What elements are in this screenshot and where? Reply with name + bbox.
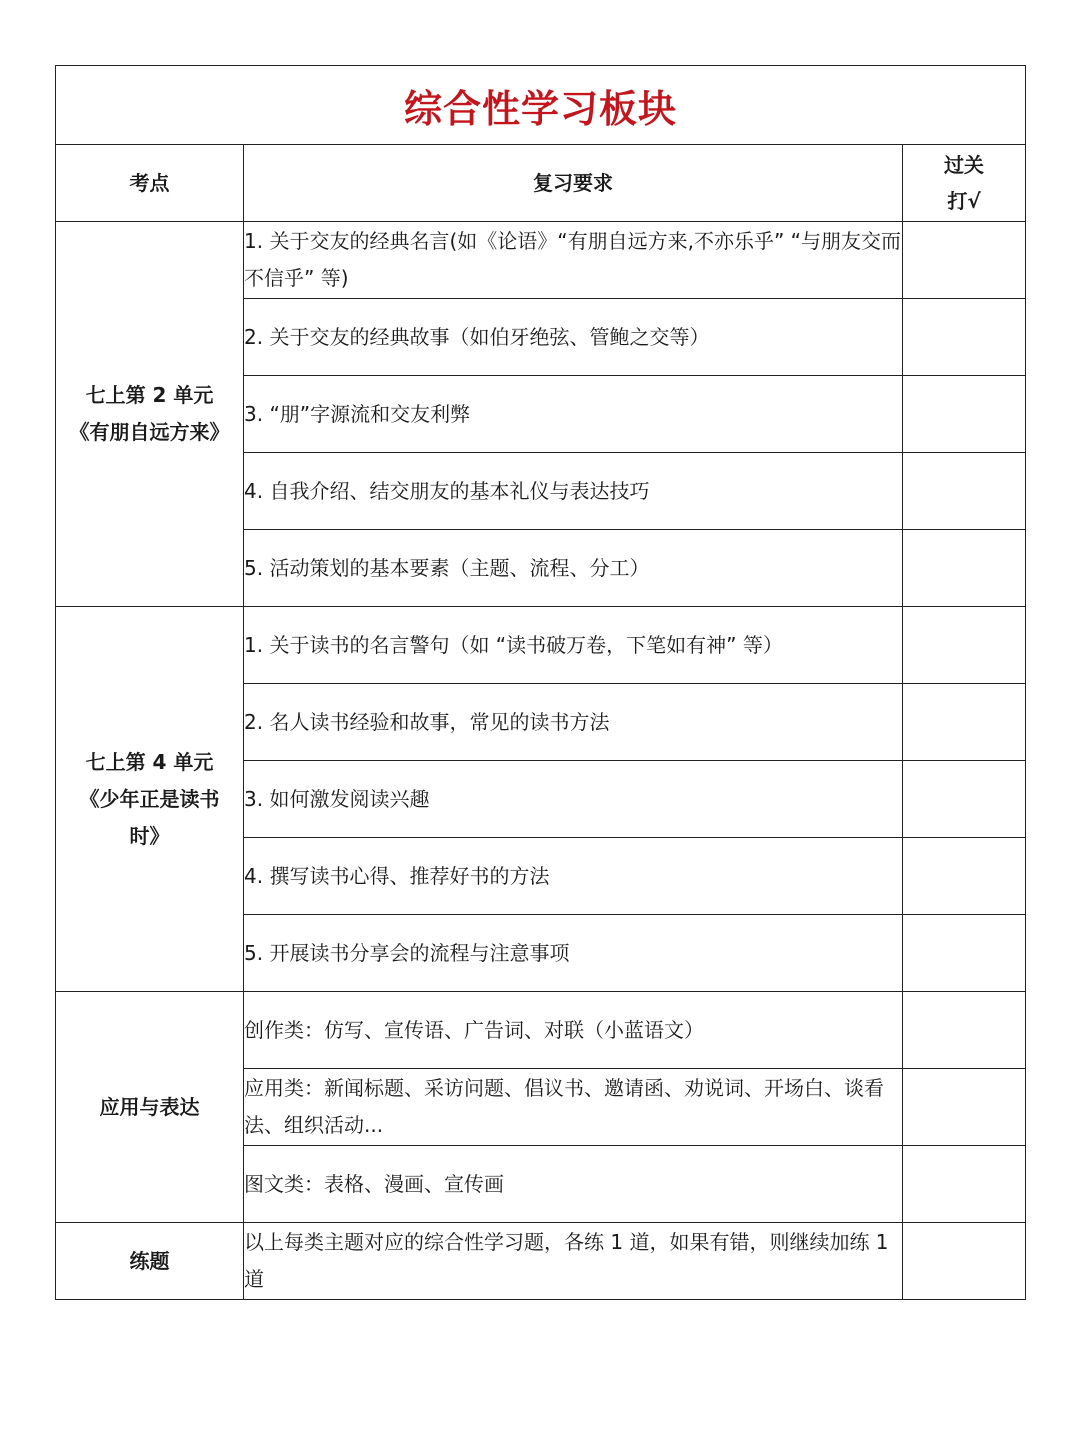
check-box-cell[interactable] — [903, 299, 1026, 376]
check-box-cell[interactable] — [903, 992, 1026, 1069]
topic-line: 《少年正是读书 — [79, 786, 220, 811]
review-table — [55, 65, 1026, 1300]
requirement-item: 以上每类主题对应的综合性学习题，各练 1 道，如果有错，则继续加练 1 道 — [244, 1223, 903, 1300]
topic-unit-2 — [56, 222, 244, 607]
requirement-item: 图文类：表格、漫画、宣传画 — [244, 1146, 903, 1223]
check-box-cell[interactable] — [903, 530, 1026, 607]
requirement-item: 3. “朋”字源流和交友利弊 — [244, 376, 903, 453]
header-topic: 考点 — [56, 145, 244, 222]
requirement-item: 1. 关于交友的经典名言(如《论语》“有朋自远方来,不亦乐乎” “与朋友交而不信乎” 等) — [244, 222, 903, 299]
topic-application — [56, 992, 244, 1223]
requirement-item: 5. 开展读书分享会的流程与注意事项 — [244, 915, 903, 992]
check-box-cell[interactable] — [903, 607, 1026, 684]
requirement-item: 4. 撰写读书心得、推荐好书的方法 — [244, 838, 903, 915]
check-box-cell[interactable] — [903, 761, 1026, 838]
check-box-cell[interactable] — [903, 222, 1026, 299]
topic-practice — [56, 1223, 244, 1300]
header-requirement: 复习要求 — [244, 145, 903, 222]
requirement-item: 1. 关于读书的名言警句（如 “读书破万卷，下笔如有神” 等） — [244, 607, 903, 684]
topic-line: 练题 — [129, 1248, 170, 1273]
requirement-item: 3. 如何激发阅读兴趣 — [244, 761, 903, 838]
check-box-cell[interactable] — [903, 684, 1026, 761]
topic-line: 《有朋自远方来》 — [69, 420, 230, 444]
check-box-cell[interactable] — [903, 376, 1026, 453]
requirement-item: 2. 名人读书经验和故事，常见的读书方法 — [244, 684, 903, 761]
check-box-cell[interactable] — [903, 453, 1026, 530]
check-box-cell[interactable] — [903, 838, 1026, 915]
requirement-item: 创作类：仿写、宣传语、广告词、对联（小蓝语文） — [244, 992, 903, 1069]
requirement-item: 应用类：新闻标题、采访问题、倡议书、邀请函、劝说词、开场白、谈看法、组织活动... — [244, 1069, 903, 1146]
header-check — [903, 145, 1026, 222]
requirement-item: 4. 自我介绍、结交朋友的基本礼仪与表达技巧 — [244, 453, 903, 530]
check-box-cell[interactable] — [903, 1146, 1026, 1223]
topic-line: 七上第 4 单元 — [85, 749, 214, 774]
header-check-line1: 过关 — [944, 153, 985, 177]
title-cell — [56, 66, 1026, 145]
topic-unit-4 — [56, 607, 244, 992]
topic-line: 应用与表达 — [99, 1094, 200, 1119]
check-box-cell[interactable] — [903, 1069, 1026, 1146]
topic-line: 七上第 2 单元 — [85, 383, 214, 407]
check-box-cell[interactable] — [903, 1223, 1026, 1300]
check-box-cell[interactable] — [903, 915, 1026, 992]
requirement-item: 2. 关于交友的经典故事（如伯牙绝弦、管鲍之交等） — [244, 299, 903, 376]
requirement-item: 5. 活动策划的基本要素（主题、流程、分工） — [244, 530, 903, 607]
topic-line: 时》 — [129, 823, 170, 848]
page-title: 综合性学习板块 — [404, 86, 678, 131]
header-check-line2: 打√ — [947, 189, 981, 213]
